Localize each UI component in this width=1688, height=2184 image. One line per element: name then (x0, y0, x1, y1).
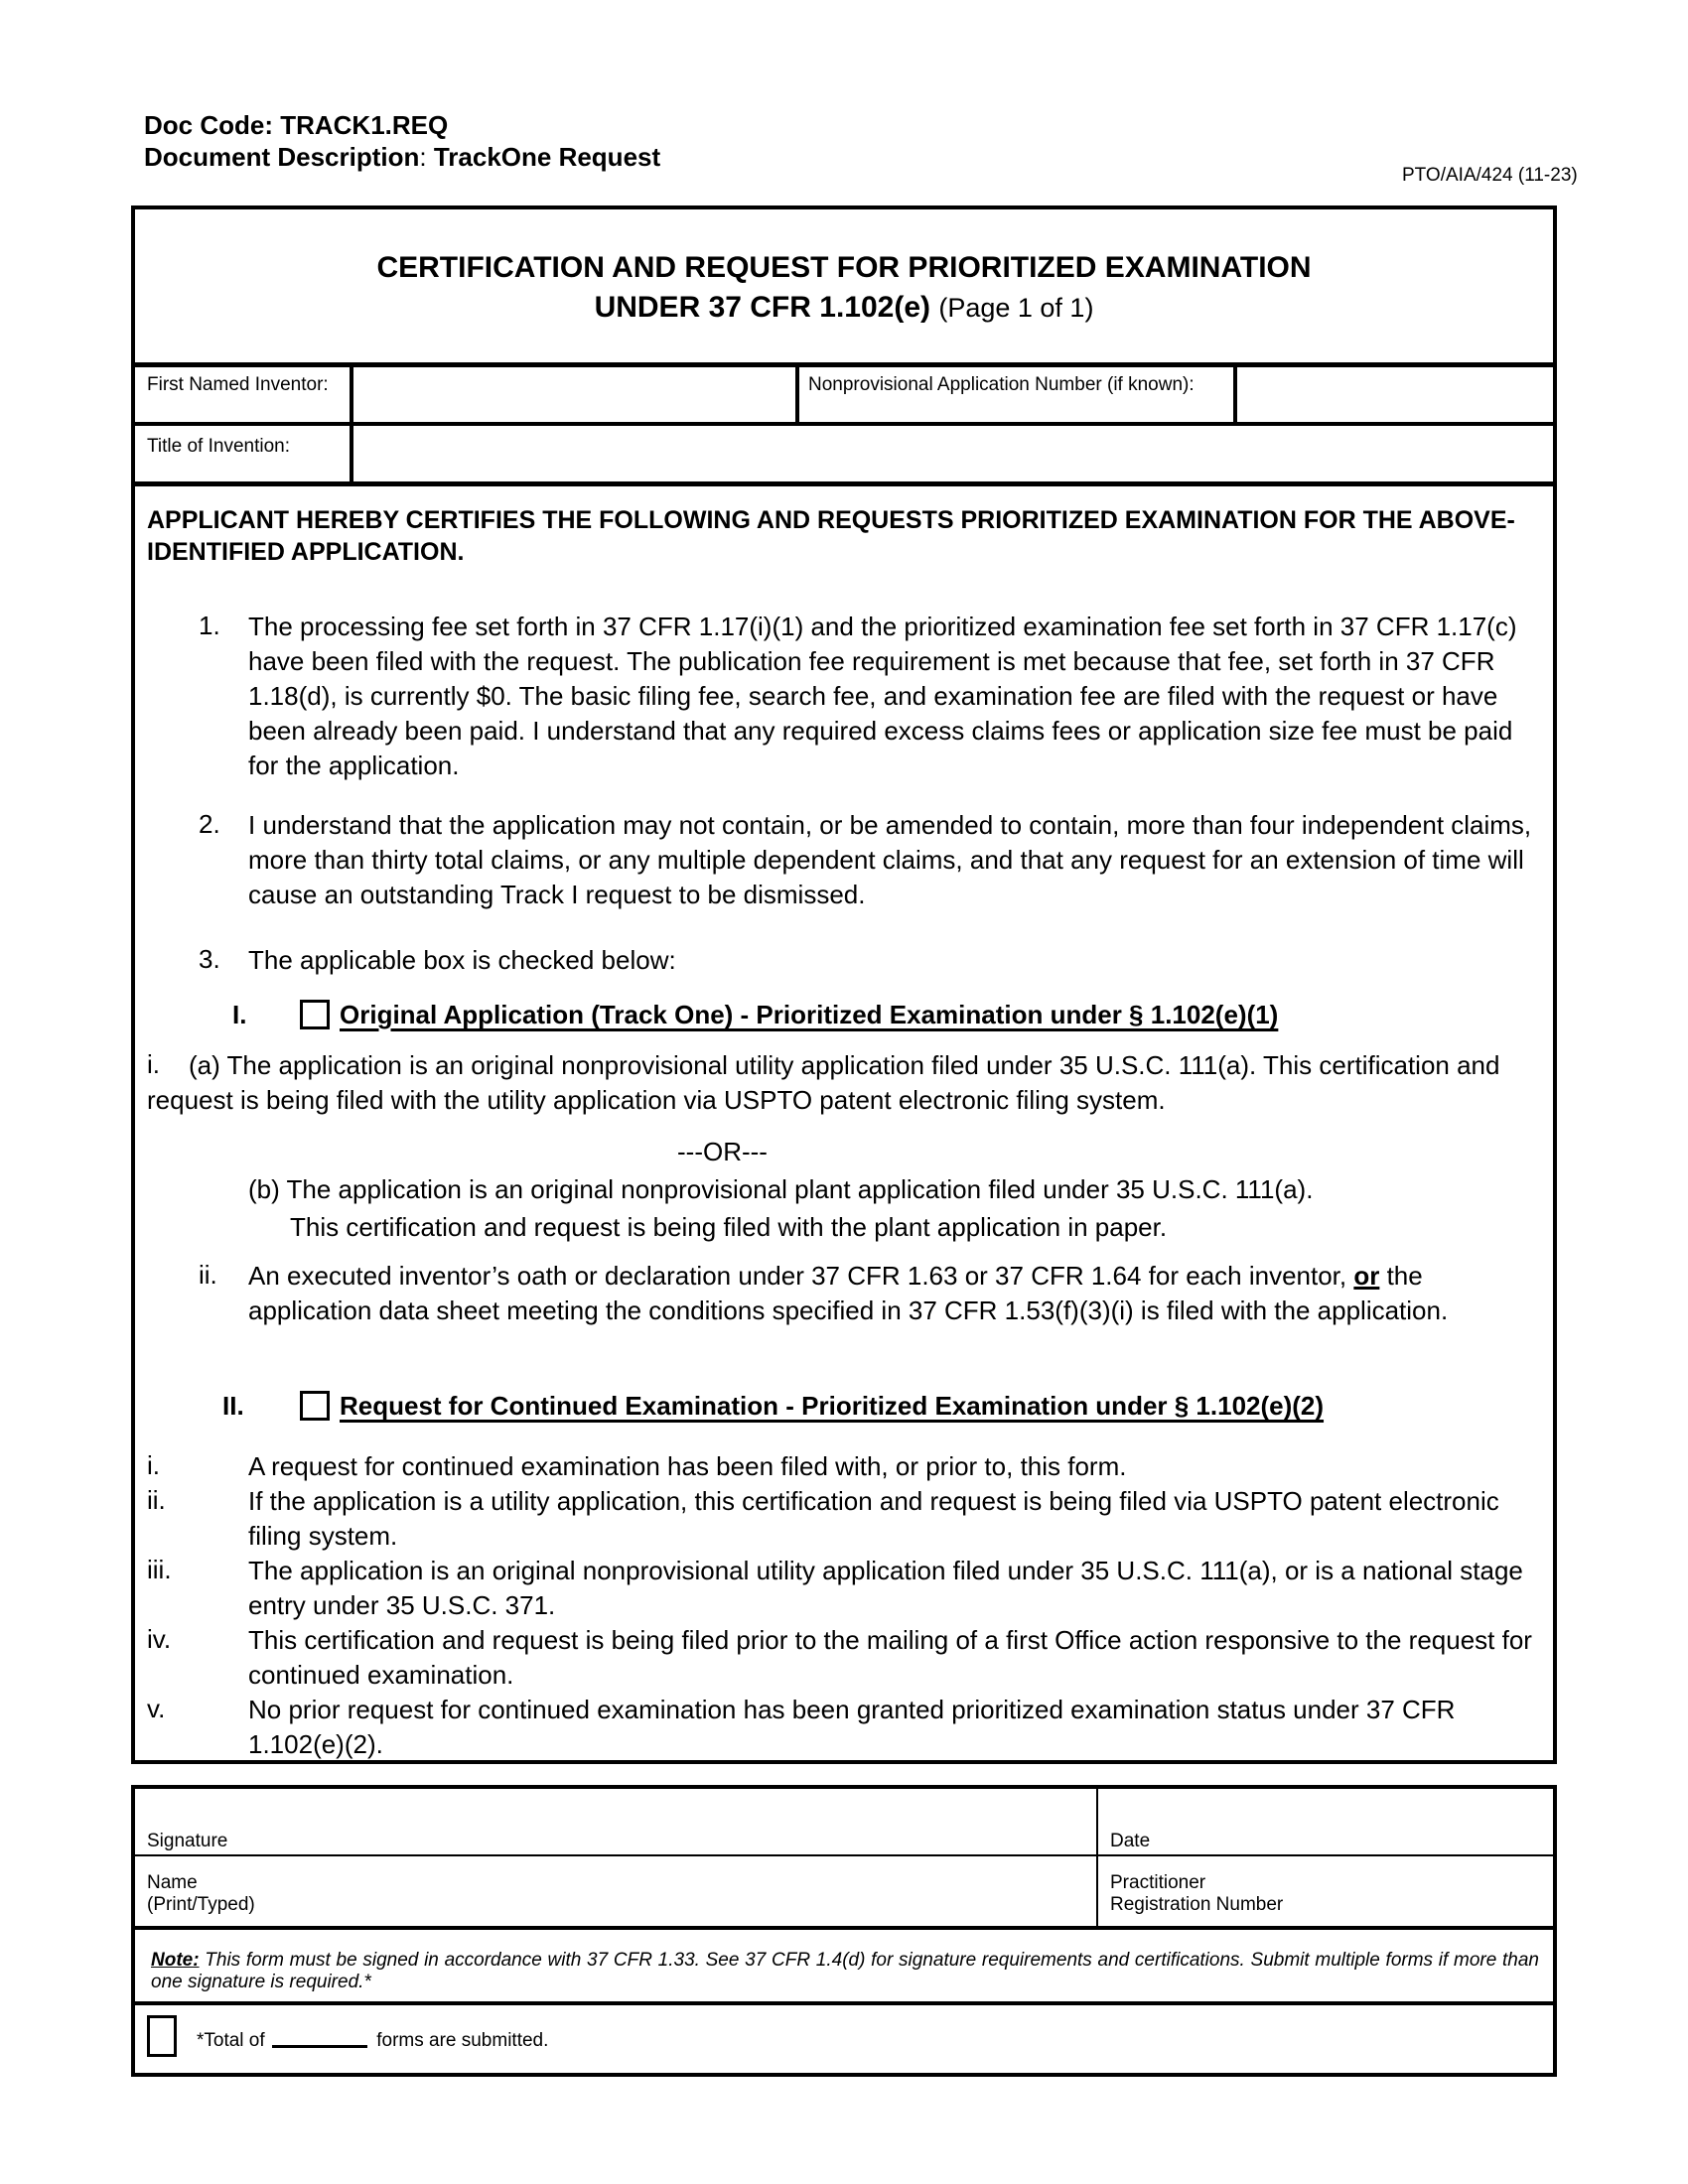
section-I-item-ii-pre: An executed inventor’s oath or declaration under 37 CFR 1.63 or 37 CFR 1.64 for each inventor, (248, 1261, 1354, 1291)
page-info: (Page 1 of 1) (938, 293, 1094, 323)
section-I-item-i-number: i. (147, 1049, 160, 1079)
form-title-line2 (135, 291, 1553, 325)
divider (135, 1926, 1553, 1930)
total-forms-suffix: forms are submitted. (376, 2030, 549, 2051)
title-of-invention-field[interactable] (355, 428, 1547, 479)
divider (135, 1854, 1553, 1856)
registration-label-line1: Practitioner (1110, 1872, 1206, 1893)
registration-number-label (1110, 1872, 1283, 1916)
total-forms-input[interactable] (272, 2027, 367, 2048)
first-named-inventor-label: First Named Inventor: (147, 374, 329, 395)
divider (135, 481, 1553, 486)
form-number: PTO/AIA/424 (11-23) (1402, 165, 1578, 186)
section-II-item-v: No prior request for continued examination has been granted prioritized examination status under 37 CFR 1.102(e)(2). (248, 1695, 1456, 1759)
doc-description-label: Document Description (144, 142, 420, 172)
section-I-item-ii-or: or (1353, 1261, 1380, 1291)
section-II-item-number: i. (147, 1450, 160, 1480)
divider (1096, 1789, 1098, 1928)
date-field[interactable] (1100, 1791, 1547, 1852)
main-form-box (131, 205, 1557, 1764)
form-title (135, 209, 1553, 364)
date-label: Date (1110, 1831, 1151, 1851)
divider (135, 422, 1553, 426)
certification-heading: APPLICANT HEREBY CERTIFIES THE FOLLOWING AND REQUESTS PRIORITIZED EXAMINATION FOR THE ABOVE-IDENTIFIED APPLICATION. (147, 506, 1515, 566)
item-number: 2. (199, 809, 220, 839)
section-II-item-i: A request for continued examination has been filed with, or prior to, this form. (248, 1451, 1127, 1481)
section-I-checkbox[interactable] (300, 1000, 330, 1029)
section-I-item-i-a: (a) The application is an original nonprovisional utility application filed under 35 U.S.C. 111(a). This certification and request is being filed with the utility application via USPTO patent electronic filing system. (147, 1050, 1500, 1115)
section-II-item-iii: The application is an original nonprovisional utility application filed under 35 U.S.C. 111(a), or is a national stage entry under 35 U.S.C. 371. (248, 1556, 1523, 1620)
total-forms-prefix: *Total of (197, 2030, 265, 2051)
section-II-heading: Request for Continued Examination - Prioritized Examination under § 1.102(e)(2) (340, 1391, 1325, 1421)
doc-description (144, 141, 660, 173)
doc-description-value: TrackOne Request (433, 142, 661, 172)
section-II-item-number: ii. (147, 1485, 166, 1515)
signature-field[interactable] (139, 1791, 1092, 1852)
section-I-item-i-b-line2: This certification and request is being filed with the plant application in paper. (290, 1212, 1168, 1242)
section-II-item-number: iii. (147, 1555, 172, 1584)
note-label: Note: (151, 1950, 200, 1971)
doc-code: Doc Code: TRACK1.REQ (144, 110, 449, 140)
divider (350, 366, 353, 483)
divider (1233, 366, 1237, 424)
section-I-heading: Original Application (Track One) - Prioritized Examination under § 1.102(e)(1) (340, 1000, 1279, 1029)
item-number: 1. (199, 611, 220, 640)
section-II-checkbox[interactable] (300, 1391, 330, 1421)
section-II-numeral: II. (222, 1391, 244, 1421)
divider (795, 366, 799, 424)
note-text: This form must be signed in accordance with 37 CFR 1.33. See 37 CFR 1.4(d) for signature requirements and certifications. Submit multiple forms if more than one signature is required.* (151, 1950, 1539, 1992)
section-I-numeral: I. (232, 1000, 247, 1029)
registration-label-line2: Registration Number (1110, 1894, 1284, 1915)
signature-note (151, 1950, 1539, 1993)
form-title-cfr: UNDER 37 CFR 1.102(e) (594, 291, 930, 324)
section-I-item-ii-number: ii. (199, 1260, 217, 1290)
application-number-field[interactable] (1239, 368, 1547, 420)
section-I-item-i-b-line1: (b) The application is an original nonprovisional plant application filed under 35 U.S.C. 111(a). (248, 1174, 1314, 1204)
item-number: 3. (199, 944, 220, 974)
signature-box (131, 1785, 1557, 2077)
name-label-line2: (Print/Typed) (147, 1894, 255, 1915)
doc-description-sep: : (419, 142, 434, 172)
or-separator: ---OR--- (677, 1137, 768, 1166)
section-II-item-ii: If the application is a utility application, this certification and request is being filed via USPTO patent electronic filing system. (248, 1486, 1499, 1551)
section-I-item-ii-post: the application data sheet meeting the conditions specified in 37 CFR 1.53(f)(3)(i) is filed with the application. (248, 1261, 1449, 1325)
certification-item-2: I understand that the application may not contain, or be amended to contain, more than four independent claims, more than thirty total claims, or any multiple dependent claims, and that any request for an extension of time will cause an outstanding Track I request to be dismissed. (248, 810, 1532, 909)
section-II-item-iv: This certification and request is being filed prior to the mailing of a first Office action responsive to the request for continued examination. (248, 1625, 1532, 1690)
section-II-item-number: iv. (147, 1624, 172, 1654)
section-II-item-number: v. (147, 1694, 166, 1723)
name-field[interactable] (139, 1858, 1092, 1924)
total-forms-line (197, 2027, 548, 2052)
divider (135, 362, 1553, 367)
signature-label: Signature (147, 1831, 228, 1851)
title-of-invention-label: Title of Invention: (147, 436, 290, 457)
name-label-line1: Name (147, 1872, 198, 1893)
first-named-inventor-field[interactable] (355, 368, 792, 420)
name-label (147, 1872, 255, 1916)
doc-header (144, 109, 660, 173)
application-number-label: Nonprovisional Application Number (if known): (808, 374, 1195, 395)
certification-item-3: The applicable box is checked below: (248, 945, 676, 975)
total-forms-checkbox[interactable] (147, 2015, 177, 2057)
divider (135, 2001, 1553, 2005)
certification-item-1: The processing fee set forth in 37 CFR 1.17(i)(1) and the prioritized examination fee set forth in 37 CFR 1.17(c) have been filed with the request. The publication fee requirement is met because that fee, set forth in 37 CFR 1.18(d), is currently $0. The basic filing fee, search fee, and examination fee are filed with the request or have been already been paid. I understand that any required excess claims fees or application size fee must be paid for the application. (248, 612, 1517, 780)
section-I-item-ii (248, 1259, 1549, 1328)
form-title-line1: CERTIFICATION AND REQUEST FOR PRIORITIZED EXAMINATION (376, 251, 1312, 284)
